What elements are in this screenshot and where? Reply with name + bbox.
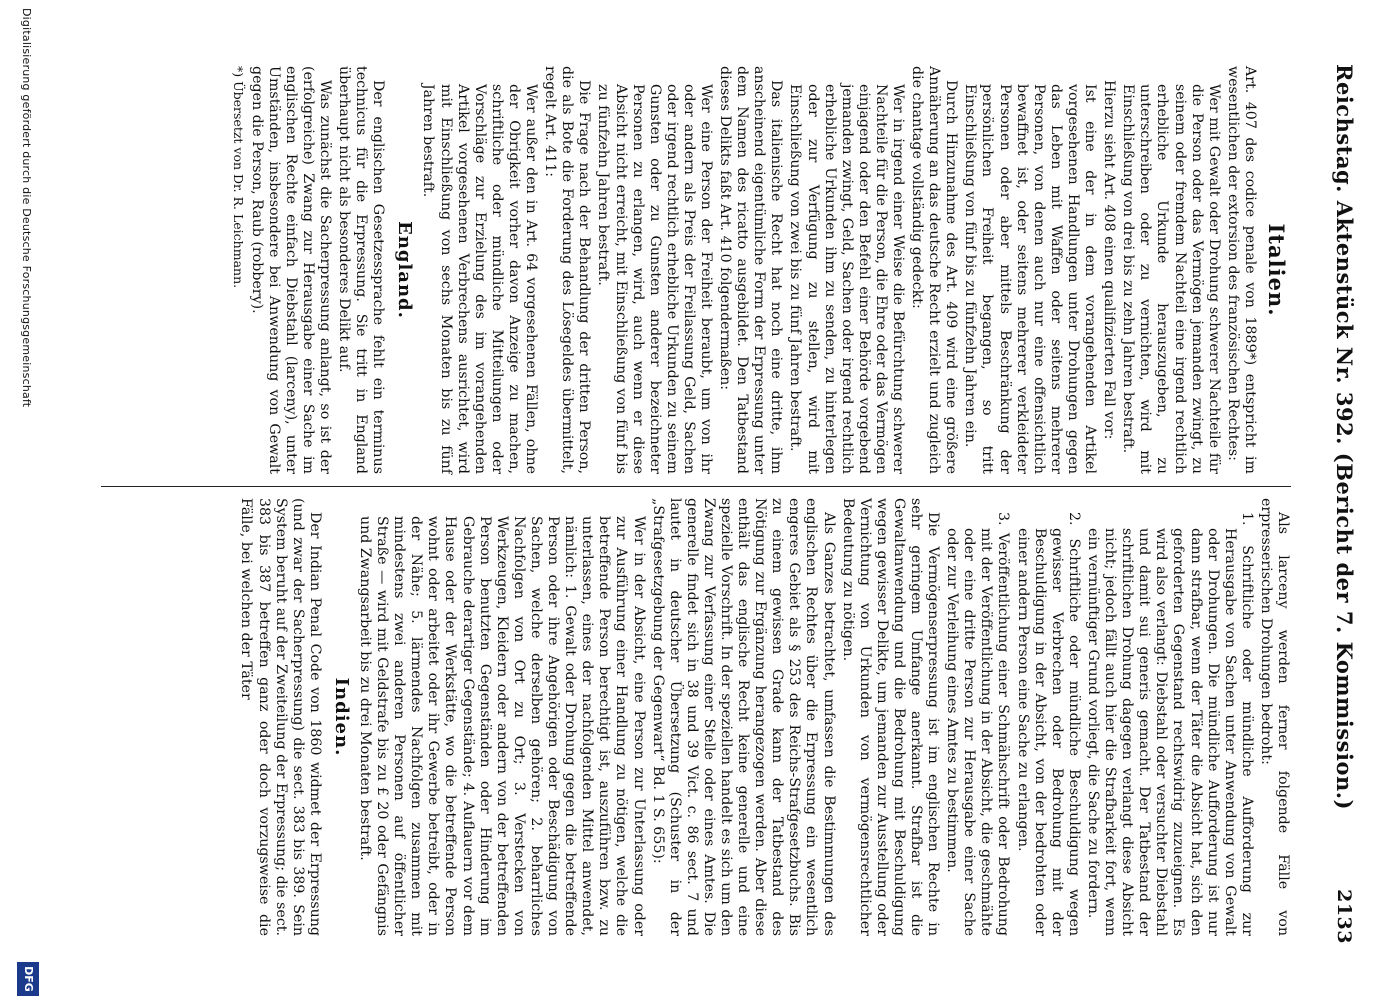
column-divider	[101, 486, 1291, 487]
list-item: 2. Schriftliche oder mündliche Beschuldigung wegen gewisser Verbrechen oder Bedrohung mit der Beschuldigung in der Absicht, von der bedrohten oder einer andern Person eine Sache zu erlangen.	[1014, 512, 1082, 936]
digitization-caption: Digitalisierung gefördert durch die Deutsche Forschungsgemeinschaft	[20, 8, 33, 408]
heading-italien: Italien.	[1264, 223, 1289, 317]
paragraph: Was zunächst die Sacherpressung anlangt, so ist der (erfolgreiche) Zwang zur Herausgabe einer Sache im englischen Rechte einfach Diebstahl (larceny), unter Umständen, insbesondere bei Anwendung von Gewalt gegen die Person, Raub (robbery).	[248, 66, 334, 474]
quoted-article: Wer in der Absicht, eine Person zur Unterlassung oder zur Ausführung einer Handlung zu nötigen, welche die betreffende Person berechtigt ist, auszuführen bzw. zu unterlassen, eines der nachfolgenden Mittel anwendet, nämlich: 1. Gewalt oder Drohung gegen die betreffende Person oder ihre Angehörigen oder Beschädigung von Sachen, welche derselben gehören; 2. beharrliches Nachfolgen von Ort zu Ort; 3. Verstecken von Werkzeugen, Kleidern oder andern von der betreffenden Person benutzten Gegenständen oder Hinderung im Gebrauche derartiger Gegenstände; 4. Auflauern vor dem Hause oder der Werkstätte, wo die betreffende Person wohnt oder arbeitet oder ihr Gewerbe betreibt, oder in der Nähe; 5. lärmendes Nachfolgen zusammen mit mindestens zwei anderen Personen auf öffentlicher Straße — wird mit Geldstrafe bis zu £ 20 oder Gefängnis und Zwangsarbeit bis zu drei Monaten bestraft.	[357, 516, 647, 936]
paragraph: Die Frage nach der Behandlung der dritten Person, die als Bote die Forderung des Lösegeldes übermittelt, regelt Art. 411:	[542, 66, 593, 474]
list-item: 1. Schriftliche oder mündliche Aufforderung zur Herausgabe von Sachen unter Anwendung von Gewalt oder Drohungen. Die mündliche Aufforderung ist nur dann strafbar, wenn der Täter die Absicht hat, sich den geforderten Gegenstand rechtswidrig zuzueignen. Es wird also verlangt: Diebstahl oder versuchter Diebstahl und damit sui generis gemacht. Der Tatbestand der schriftlichen Drohung dagegen verlangt diese Absicht nicht; jedoch fällt auch hier die Strafbarkeit fort, wenn ein vernünftiger Grund vorliegt, die Sache zu fordern.	[1084, 512, 1255, 936]
page-number: 2133	[1333, 889, 1355, 944]
right-column	[235, 498, 1291, 936]
paragraph: Als Ganzes betrachtet, umfassen die Bestimmungen des englischen Rechtes über die Erpressung ein wesentlich engeres Gebiet als § 253 des Reichs-Strafgesetzbuchs. Bis zu einem gewissen Grade kann der Tatbestand des Nötigung zur Ergänzung herangezogen werden. Aber diese enthält das englische Recht keine generelle und eine spezielle Vorschrift. In der speziellen handelt es sich um den Zwang zur Verfassung einer Stelle oder eines Amtes. Die generelle findet sich in 38 und 39 Vict. c. 86 sect. 7 und lautet in deutscher Übersetzung (Schuster in der „Strafgesetzgebung der Gegenwart“ Bd. 1 S. 655):	[649, 498, 837, 936]
quoted-article: Wer eine Person der Freiheit beraubt, um von ihr oder andern als Preis der Freilassung Geld, Sachen oder irgend rechtlich erhebliche Urkunden zu seinem Gunsten oder zu Gunsten anderer bezeichneter Personen zu erlangen, wird, auch wenn er diese Absicht nicht erreicht, mit Einschließung von fünf bis zu fünfzehn Jahren bestraft.	[595, 84, 714, 474]
paragraph: Hierzu sieht Art. 408 einen qualifizierten Fall vor:	[1101, 80, 1118, 440]
paragraph: Der Indian Penal Code von 1860 widmet der Erpressung (und zwar der Sacherpressung) die sect. 383 bis 389. Sein System beruht auf der Zweiteilung der Erpressung; die sect. 383 bis 387 betreffen ganz oder doch vorzugsweise die Fälle, bei welchen der Täter	[238, 498, 323, 936]
dfg-logo-icon: DFG	[17, 962, 39, 996]
left-column	[229, 66, 1291, 474]
heading-england: England.	[394, 221, 416, 319]
footnote: *) Übersetzt von Dr. R. Leichmann.	[230, 66, 246, 289]
header-title: Reichstag. Aktenstück Nr. 392. (Bericht der 7. Kommission.)	[1332, 64, 1357, 810]
page-header	[1323, 64, 1357, 944]
quoted-article: Ist eine der in dem vorangehenden Artikel vorgesehenen Handlungen unter Drohungen gegen das Leben mit Waffen oder seitens mehrerer Personen, von denen auch nur eine offensichtlich bewaffnet ist, oder seitens mehrerer verkleideter Personen oder aber mittels Beschränkung der persönlichen Freiheit begangen, so tritt Einschließung von fünf bis zu fünfzehn Jahren ein.	[962, 84, 1099, 474]
paragraph: Der englischen Gesetzessprache fehlt ein terminus technicus für die Erpressung. Sie tritt in England überhaupt nicht als besonderes Delikt auf.	[336, 66, 387, 474]
quoted-article: Wer außer den in Art. 64 vorgesehenen Fällen, ohne der Obrigkeit vorher davon Anzeige zu machen, schriftliche oder mündliche Mitteilungen oder Vorschläge zur Erzielung des im vorangehenden Artikel vorgesehenen Verbrechens ausrichtet, wird mit Einschließung von sechs Monaten bis zu fünf Jahren bestraft.	[420, 84, 540, 474]
list-item: 3. Veröffentlichung einer Schmähschrift oder Bedrohung mit der Veröffentlichung in der Absicht, die geschmähte oder eine dritte Person zur Herausgabe einer Sache oder zur Verleihung eines Amtes zu bestimmen.	[944, 512, 1012, 936]
quoted-article: Wer in irgend einer Weise die Befürchtung schwerer Nachteile für die Person, die Ehre oder das Vermögen einjagend oder den Befehl einer Behörde vorgebend jemanden zwingt, Geld, Sachen oder irgend rechtlich erhebliche Urkunden ihm zu senden, zu hinterlegen oder zur Verfügung zu stellen, wird mit Einschließung von zwei bis zu fünf Jahren bestraft.	[787, 84, 907, 474]
paragraph: Als larceny werden ferner folgende Fälle von erpresserischen Drohungen bedroht:	[1257, 498, 1291, 936]
heading-indien: Indien.	[330, 677, 352, 757]
digitization-strip	[3, 0, 43, 1000]
paragraph: Die Vermögenserpressung ist im englischen Rechte in sehr geringem Umfange anerkannt. Strafbar ist die Gewaltanwendung und die Bedrohung mit Beschuldigung wegen gewisser Delikte, um jemanden zur Ausstellung oder Vernichtung von Urkunden von vermögensrechtlicher Bedeutung zu nötigen.	[839, 498, 942, 936]
paragraph: Das italienische Recht hat noch eine dritte, ihm anscheinend eigentümliche Form der Erpressung unter dem Namen des ricatto ausgebildet. Den Tatbestand dieses Delikts faßt Art. 410 folgendermaßen:	[717, 66, 785, 474]
paragraph: Durch Hinzunahme des Art. 409 wird eine größere Annäherung an das deutsche Recht erzielt und zugleich die chantage vollständig gedeckt:	[909, 66, 960, 474]
paragraph: Art. 407 des codice penale von 1889*) entspricht im wesentlichen der extorsion des französischen Rechtes:	[1224, 66, 1258, 474]
quoted-article: Wer mit Gewalt oder Drohung schwerer Nachteile für die Person oder das Vermögen jemanden zwingt, zu seinem oder fremdem Nachteil eine irgend rechtlich erhebliche Urkunde herauszugeben, zu unterschreiben oder zu vernichten, wird mit Einschließung von drei bis zu zehn Jahren bestraft.	[1120, 84, 1222, 474]
